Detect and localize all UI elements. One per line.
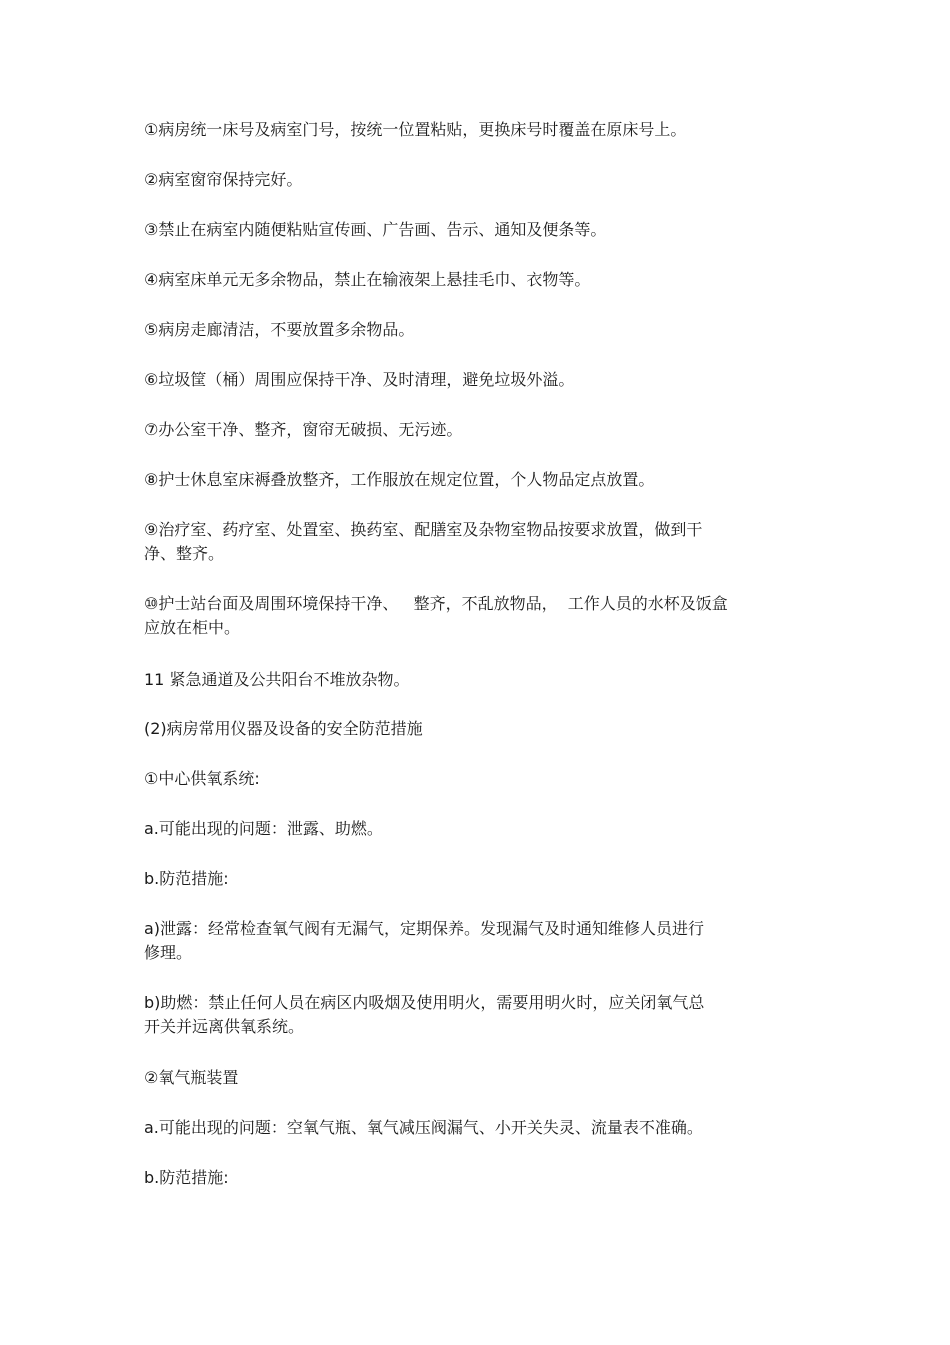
paragraph-office: ⑦办公室干净、整齐，窗帘无破损、无污迹。: [144, 420, 463, 439]
paragraph-emergency-exit: 11 紧急通道及公共阳台不堆放杂物。: [144, 670, 410, 689]
paragraph-trash-bin: ⑥垃圾筐（桶）周围应保持干净、及时清理，避免垃圾外溢。: [144, 370, 575, 389]
paragraph-cylinder-prevention-label: b.防范措施:: [144, 1168, 229, 1187]
subheading-central-oxygen: ①中心供氧系统:: [144, 769, 260, 788]
paragraph-cylinder-problems: a.可能出现的问题：空氧气瓶、氧气减压阀漏气、小开关失灵、流量表不准确。: [144, 1118, 703, 1137]
paragraph-oxygen-problems: a.可能出现的问题：泄露、助燃。: [144, 819, 383, 838]
paragraph-treatment-rooms: ⑨治疗室、药疗室、处置室、换药室、配膳室及杂物室物品按要求放置，做到干 净、整齐。: [144, 520, 703, 563]
paragraph-bed-unit: ④病室床单元无多余物品，禁止在输液架上悬挂毛巾、衣物等。: [144, 270, 591, 289]
paragraph-corridor: ⑤病房走廊清洁，不要放置多余物品。: [144, 320, 415, 339]
paragraph-nurse-station: ⑩护士站台面及周围环境保持干净、 整齐，不乱放物品， 工作人员的水杯及饭盒 应放在柜中。: [144, 594, 728, 637]
subheading-oxygen-cylinder: ②氧气瓶装置: [144, 1068, 239, 1087]
paragraph-curtain: ②病室窗帘保持完好。: [144, 170, 303, 189]
paragraph-fire-prevention: b)助燃：禁止任何人员在病区内吸烟及使用明火，需要用明火时，应关闭氧气总 开关并远离供氧系统。: [144, 993, 705, 1036]
paragraph-leak-prevention: a)泄露：经常检查氧气阀有无漏气，定期保养。发现漏气及时通知维修人员进行 修理。: [144, 919, 705, 962]
paragraph-nurse-lounge: ⑧护士休息室床褥叠放整齐，工作服放在规定位置，个人物品定点放置。: [144, 470, 655, 489]
section-heading-equipment-safety: (2)病房常用仪器及设备的安全防范措施: [144, 719, 423, 738]
paragraph-no-posters: ③禁止在病室内随便粘贴宣传画、广告画、告示、通知及便条等。: [144, 220, 607, 239]
paragraph-bed-number: ①病房统一床号及病室门号，按统一位置粘贴，更换床号时覆盖在原床号上。: [144, 120, 687, 139]
paragraph-prevention-label: b.防范措施:: [144, 869, 229, 888]
